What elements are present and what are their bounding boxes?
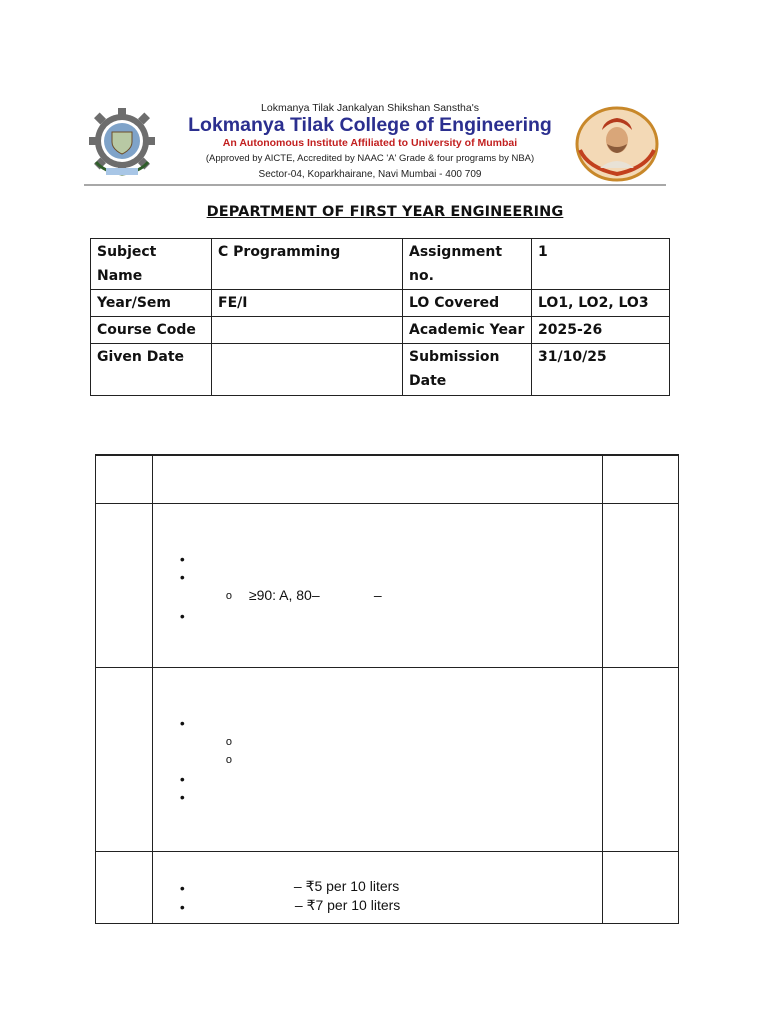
submission-date-value: 31/10/25 <box>532 344 670 396</box>
society-name: Lokmanya Tilak Jankalyan Shikshan Sanstha's <box>261 102 479 114</box>
submission-date-label: Submission Date <box>403 344 532 396</box>
bullet-icon: • <box>179 568 185 585</box>
college-name: Lokmanya Tilak College of Engineering <box>188 114 552 136</box>
sub-bullet-icon: o <box>225 589 233 602</box>
assignment-no-value: 1 <box>532 239 670 290</box>
rate-line-1: – ₹5 per 10 liters <box>293 877 400 894</box>
q1-marks <box>603 503 679 667</box>
header-divider <box>84 184 666 186</box>
founder-logo <box>572 104 662 182</box>
autonomous-line: An Autonomous Institute Affiliated to University of Mumbai <box>222 137 518 149</box>
table-row <box>96 455 679 503</box>
table-row <box>91 290 670 317</box>
q3-marks <box>603 851 679 923</box>
college-logo <box>82 104 162 182</box>
given-date-label: Given Date <box>91 344 212 396</box>
sub-bullet-icon: o <box>225 753 233 766</box>
bullet-icon: • <box>179 879 185 896</box>
grade-scale-fragment: ≥90: A, 80– <box>248 586 320 603</box>
grade-dash: – <box>373 586 382 603</box>
year-sem-label: Year/Sem <box>91 290 212 317</box>
bullet-icon: • <box>179 788 185 805</box>
given-date-value <box>212 344 403 396</box>
q2-question <box>152 667 602 851</box>
q-header-question <box>152 455 602 503</box>
assignment-no-label: Assignment no. <box>403 239 532 290</box>
year-sem-value: FE/I <box>212 290 403 317</box>
academic-year-label: Academic Year <box>403 317 532 344</box>
academic-year-value: 2025-26 <box>532 317 670 344</box>
q-header-no <box>96 455 153 503</box>
portrait-emblem-icon <box>572 104 662 182</box>
bullet-icon: • <box>179 607 185 624</box>
bullet-icon: • <box>179 770 185 787</box>
approval-line: (Approved by AICTE, Accredited by NAAC 'A' Grade & four programs by NBA) <box>205 153 535 164</box>
q3-no <box>96 851 153 923</box>
department-title: DEPARTMENT OF FIRST YEAR ENGINEERING <box>206 204 564 220</box>
rate-line-2: – ₹7 per 10 liters <box>294 896 401 913</box>
table-row <box>96 851 679 923</box>
course-code-label: Course Code <box>91 317 212 344</box>
lo-covered-label: LO Covered <box>403 290 532 317</box>
gear-emblem-icon <box>82 104 162 182</box>
sub-bullet-icon: o <box>225 735 233 748</box>
q-header-marks <box>603 455 679 503</box>
table-row <box>96 503 679 667</box>
lo-covered-value: LO1, LO2, LO3 <box>532 290 670 317</box>
q1-no <box>96 503 153 667</box>
questions-table <box>95 454 679 924</box>
course-code-value <box>212 317 403 344</box>
subject-name-value: C Programming <box>212 239 403 290</box>
q1-question <box>152 503 602 667</box>
table-row <box>91 344 670 396</box>
q2-marks <box>603 667 679 851</box>
bullet-icon: • <box>179 550 185 567</box>
address-line: Sector-04, Koparkhairane, Navi Mumbai - 400 709 <box>258 169 482 180</box>
table-row <box>96 667 679 851</box>
bullet-icon: • <box>179 898 185 915</box>
bullet-icon: • <box>179 714 185 731</box>
assignment-info-table <box>90 238 670 396</box>
q2-no <box>96 667 153 851</box>
q3-question <box>152 851 602 923</box>
subject-name-label: Subject Name <box>91 239 212 290</box>
table-row <box>91 317 670 344</box>
table-row <box>91 239 670 290</box>
